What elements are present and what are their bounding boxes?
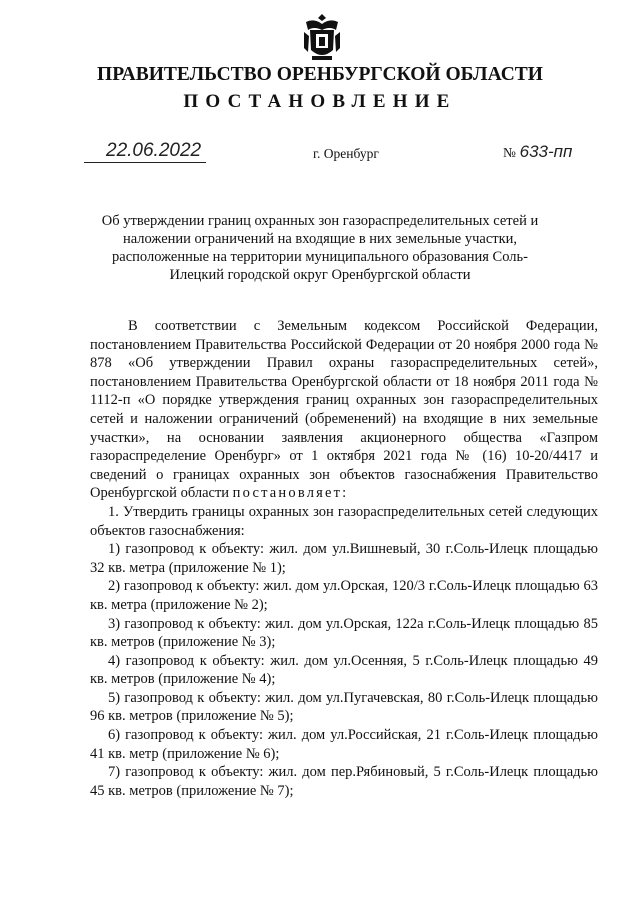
list-item: 1) газопровод к объекту: жил. дом ул.Вишневый, 30 г.Соль-Илецк площадью 32 кв. метра (приложение № 1); — [90, 541, 598, 576]
document-number — [503, 142, 572, 162]
list-item: 4) газопровод к объекту: жил. дом ул.Осенняя, 5 г.Соль-Илецк площадью 49 кв. метров (приложение № 4); — [90, 652, 598, 688]
list-item: 6) газопровод к объекту: жил. дом ул.Российская, 21 г.Соль-Илецк площадью 41 кв. метр (приложение № 6); — [90, 727, 598, 762]
document-city: г. Оренбург — [313, 146, 379, 161]
document-body — [90, 317, 598, 800]
preamble-text: В соответствии с Земельным кодексом Российской Федерации, постановлением Правительства Российской Федерации от 20 ноября 2000 года № 878 «Об утверждении Правил охраны газораспределительных сетей», постановлением Правительства Оренбургской области от 18 ноября 2011 года № 1112-п «О порядке утверждения границ охранных зон газораспределительных сетей и наложении ограничений (обременений) на входящие в них земельные участки», на основании заявления акционерного общества «Газпром газораспределение Оренбург» от 1 октября 2021 года № (16) 10-20/4417 и сведений о границах охранных зон объектов газоснабжения Правительство Оренбургской области — [90, 318, 598, 502]
point-1: 1. Утвердить границы охранных зон газораспределительных сетей следующих объектов газоснабжения: — [90, 503, 598, 539]
preamble-paragraph — [90, 317, 598, 503]
number-value: 633-пп — [519, 142, 573, 161]
list-item: 3) газопровод к объекту: жил. дом ул.Орская, 122а г.Соль-Илецк площадью 85 кв. метров (приложение № 3); — [90, 615, 598, 651]
document-type: ПОСТАНОВЛЕНИЕ — [183, 91, 457, 112]
government-name: ПРАВИТЕЛЬСТВО ОРЕНБУРГСКОЙ ОБЛАСТИ — [97, 64, 543, 85]
date-underline — [84, 162, 206, 163]
number-sign: № — [503, 145, 516, 160]
list-item: 5) газопровод к объекту: жил. дом ул.Пугачевская, 80 г.Соль-Илецк площадью 96 кв. метров (приложение № 5); — [90, 689, 598, 725]
coat-of-arms-icon — [300, 12, 344, 64]
document-title: Об утверждении границ охранных зон газораспределительных сетей и наложении ограничений на входящие в них земельные участки, расположенные на территории муниципального образования Соль-Илецкий городской округ Оренбургской области — [101, 213, 539, 283]
list-item: 2) газопровод к объекту: жил. дом ул.Орская, 120/3 г.Соль-Илецк площадью 63 кв. метра (приложение № 2); — [90, 578, 598, 613]
decree-word: постановляет: — [232, 485, 349, 502]
list-item: 7) газопровод к объекту: жил. дом пер.Рябиновый, 5 г.Соль-Илецк площадью 45 кв. метров (приложение № 7); — [90, 764, 598, 799]
document-date: 22.06.2022 — [106, 140, 202, 161]
